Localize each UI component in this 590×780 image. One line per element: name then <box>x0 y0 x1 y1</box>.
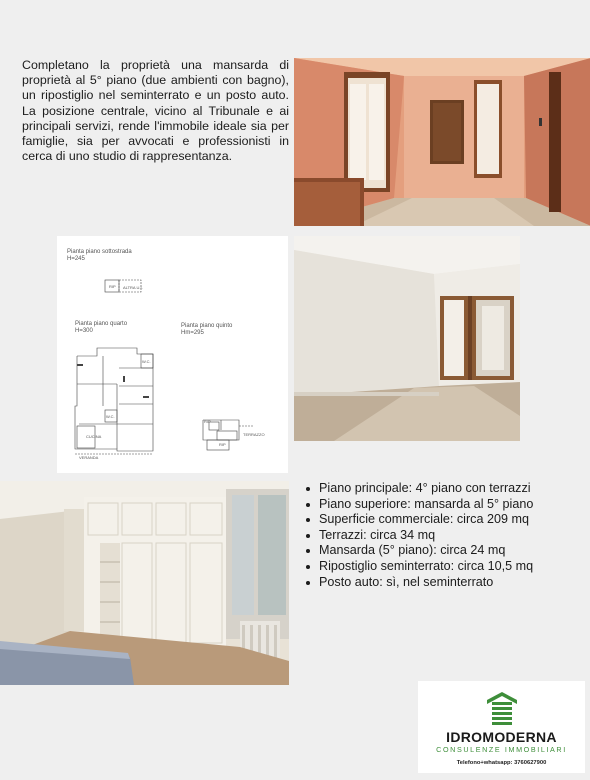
feature-item: Terrazzi: circa 34 mq <box>303 528 588 544</box>
fifth-floor-height: Hm=295 <box>181 330 204 336</box>
agency-subtitle: CONSULENZE IMMOBILIARI <box>436 745 567 754</box>
feature-item: Mansarda (5° piano): circa 24 mq <box>303 543 588 559</box>
fifth-rip-label-2: RIP <box>219 442 226 447</box>
bedroom-wardrobe-photo <box>0 481 289 685</box>
terrace-label: TERRAZZO <box>243 432 265 437</box>
corridor-photo <box>294 58 590 226</box>
feature-item: Piano superiore: mansarda al 5° piano <box>303 497 588 513</box>
wc2-label: W.C. <box>106 414 115 419</box>
basement-height: H=245 <box>67 256 85 262</box>
fourth-floor-title: Pianta piano quarto <box>75 321 128 327</box>
kitchen-label: CUCINA <box>86 434 102 439</box>
basement-rip-label: RIP <box>109 284 116 289</box>
fourth-floor-height: H=300 <box>75 328 93 334</box>
feature-item: Posto auto: sì, nel seminterrato <box>303 575 588 591</box>
basement-altra-label: ALTRA U.I. <box>123 285 143 290</box>
building-logo-icon <box>485 688 519 726</box>
floor-plan <box>57 236 288 473</box>
feature-item: Ripostiglio seminterrato: circa 10,5 mq <box>303 559 588 575</box>
basement-title: Pianta piano sottostrada <box>67 249 132 255</box>
agency-contact: Telefono+whatsapp: 3760627900 <box>456 760 547 766</box>
feature-list <box>303 481 588 590</box>
wc-label: W.C. <box>142 359 151 364</box>
veranda-label: VERANDA <box>79 455 99 460</box>
fifth-rip-label: RIP <box>204 419 211 424</box>
feature-item: Superficie commerciale: circa 209 mq <box>303 512 588 528</box>
living-room-photo <box>294 236 520 441</box>
feature-item: Piano principale: 4° piano con terrazzi <box>303 481 588 497</box>
fifth-floor-title: Pianta piano quinto <box>181 323 233 329</box>
agency-logo <box>418 681 585 773</box>
description-paragraph: Completano la proprietà una mansarda di proprietà al 5° piano (due ambienti con bagno), un ripostiglio nel seminterrato e un posto auto. La posizione centrale, vicino al Tribunale e ai principali servizi, rende l'immobile ideale sia per famiglie, sia per avvocati e professionisti in cerca di uno studio di rappresentanza. <box>22 58 289 164</box>
agency-name: IDROMODERNA <box>446 729 557 745</box>
